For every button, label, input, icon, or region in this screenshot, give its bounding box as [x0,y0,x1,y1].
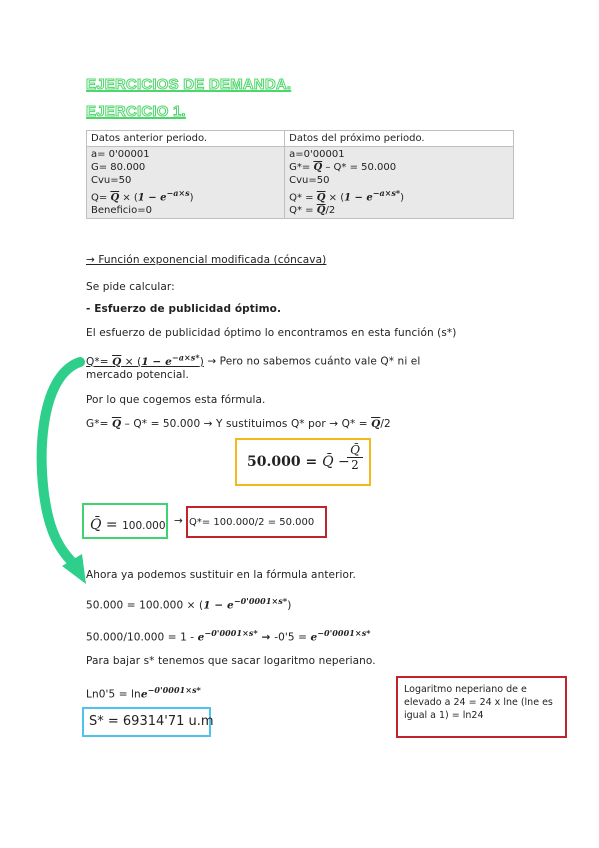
g-substitution-line: $G*= \overline{Q} - Q* = 50.000 \to Y$ sustituimos Q* por → $Q* = \overline{Q}/2$ [86,418,391,430]
formula-line-1: $Q*= Q \times (1 - e^{-a\times s*})$ → Pero no sabemos cuánto vale Q* ni el [86,352,421,368]
col2-cvu: Cvu=50 [289,175,330,186]
col1-beneficio: Beneficio=0 [91,205,152,217]
col1-q-formula: $Q= \overline{Q} \times (1 - e^{-a\times s})$ [91,188,194,204]
por-lo-que-line: Por lo que cogemos esta fórmula. [86,394,266,406]
qbar-value: Q̄ = 100.000 [90,517,166,533]
esfuerzo-text: El esfuerzo de publicidad óptimo lo encontramos en esta función (s*) [86,327,457,339]
col2-g: $G*= \overline{Q} - Q* = 50.000$ [289,162,397,173]
exercise-heading: EJERCICIO 1. [86,103,186,120]
col2-q-half: $Q* = \overline{Q}/2$ [289,205,336,217]
col2-header: Datos del próximo periodo. [285,131,514,147]
ln-equation: Ln0'5 = lne$^{-0'0001\times s*}$ [86,685,201,701]
se-pide-line: Se pide calcular: [86,281,175,293]
result-box [82,707,214,737]
col1-header: Datos anterior periodo. [87,131,285,147]
col2-q-formula: $Q* = \overline{Q} \times (1 - e^{-a\times s*})$ [289,188,404,204]
col2-a: a=0'00001 [289,149,345,160]
col1-cell [87,147,285,219]
equation-3: $50.000/10.000 = 1 - e^{-0'0001\times s*} \to -0'5 = e^{-0'0001\times s*}$ [86,628,371,644]
document-title: EJERCICIOS DE DEMANDA. [86,76,292,93]
ahora-line: Ahora ya podemos sustituir en la fórmula anterior. [86,569,356,581]
para-bajar-line: Para bajar s* tenemos que sacar logaritmo neperiano. [86,655,376,667]
result-value: S* = 69314'71 u.m [89,714,214,729]
equation-box-red [186,506,327,538]
arrow-to-red: → [174,515,183,527]
function-type-line: → Función exponencial modificada (cóncava) [86,254,327,266]
note-box [396,676,567,738]
equation-box-green [82,503,168,539]
yellow-eq-lhs: 50.000 = Q̄ − [247,454,350,470]
equation-box-yellow [235,438,371,486]
col1-a: a= 0'00001 [91,149,150,160]
col1-cvu: Cvu=50 [91,175,132,186]
note-text: Logaritmo neperiano de e elevado a 24 = 24 x lne (lne es igual a 1) = ln24 [404,684,553,721]
col1-g: G= 80.000 [91,162,146,173]
col2-cell [285,147,514,219]
data-table [86,130,514,219]
curved-arrow-icon [28,356,88,586]
esfuerzo-heading: - Esfuerzo de publicidad óptimo. [86,303,282,315]
equation-2: $50.000 = 100.000 \times (1 - e^{-0'0001\times s*})$ [86,596,292,612]
red-box-text: Q*= 100.000/2 = 50.000 [189,517,315,528]
yellow-eq-fraction: Q̄ 2 [347,443,363,472]
formula-line-1-cont: mercado potencial. [86,369,189,381]
